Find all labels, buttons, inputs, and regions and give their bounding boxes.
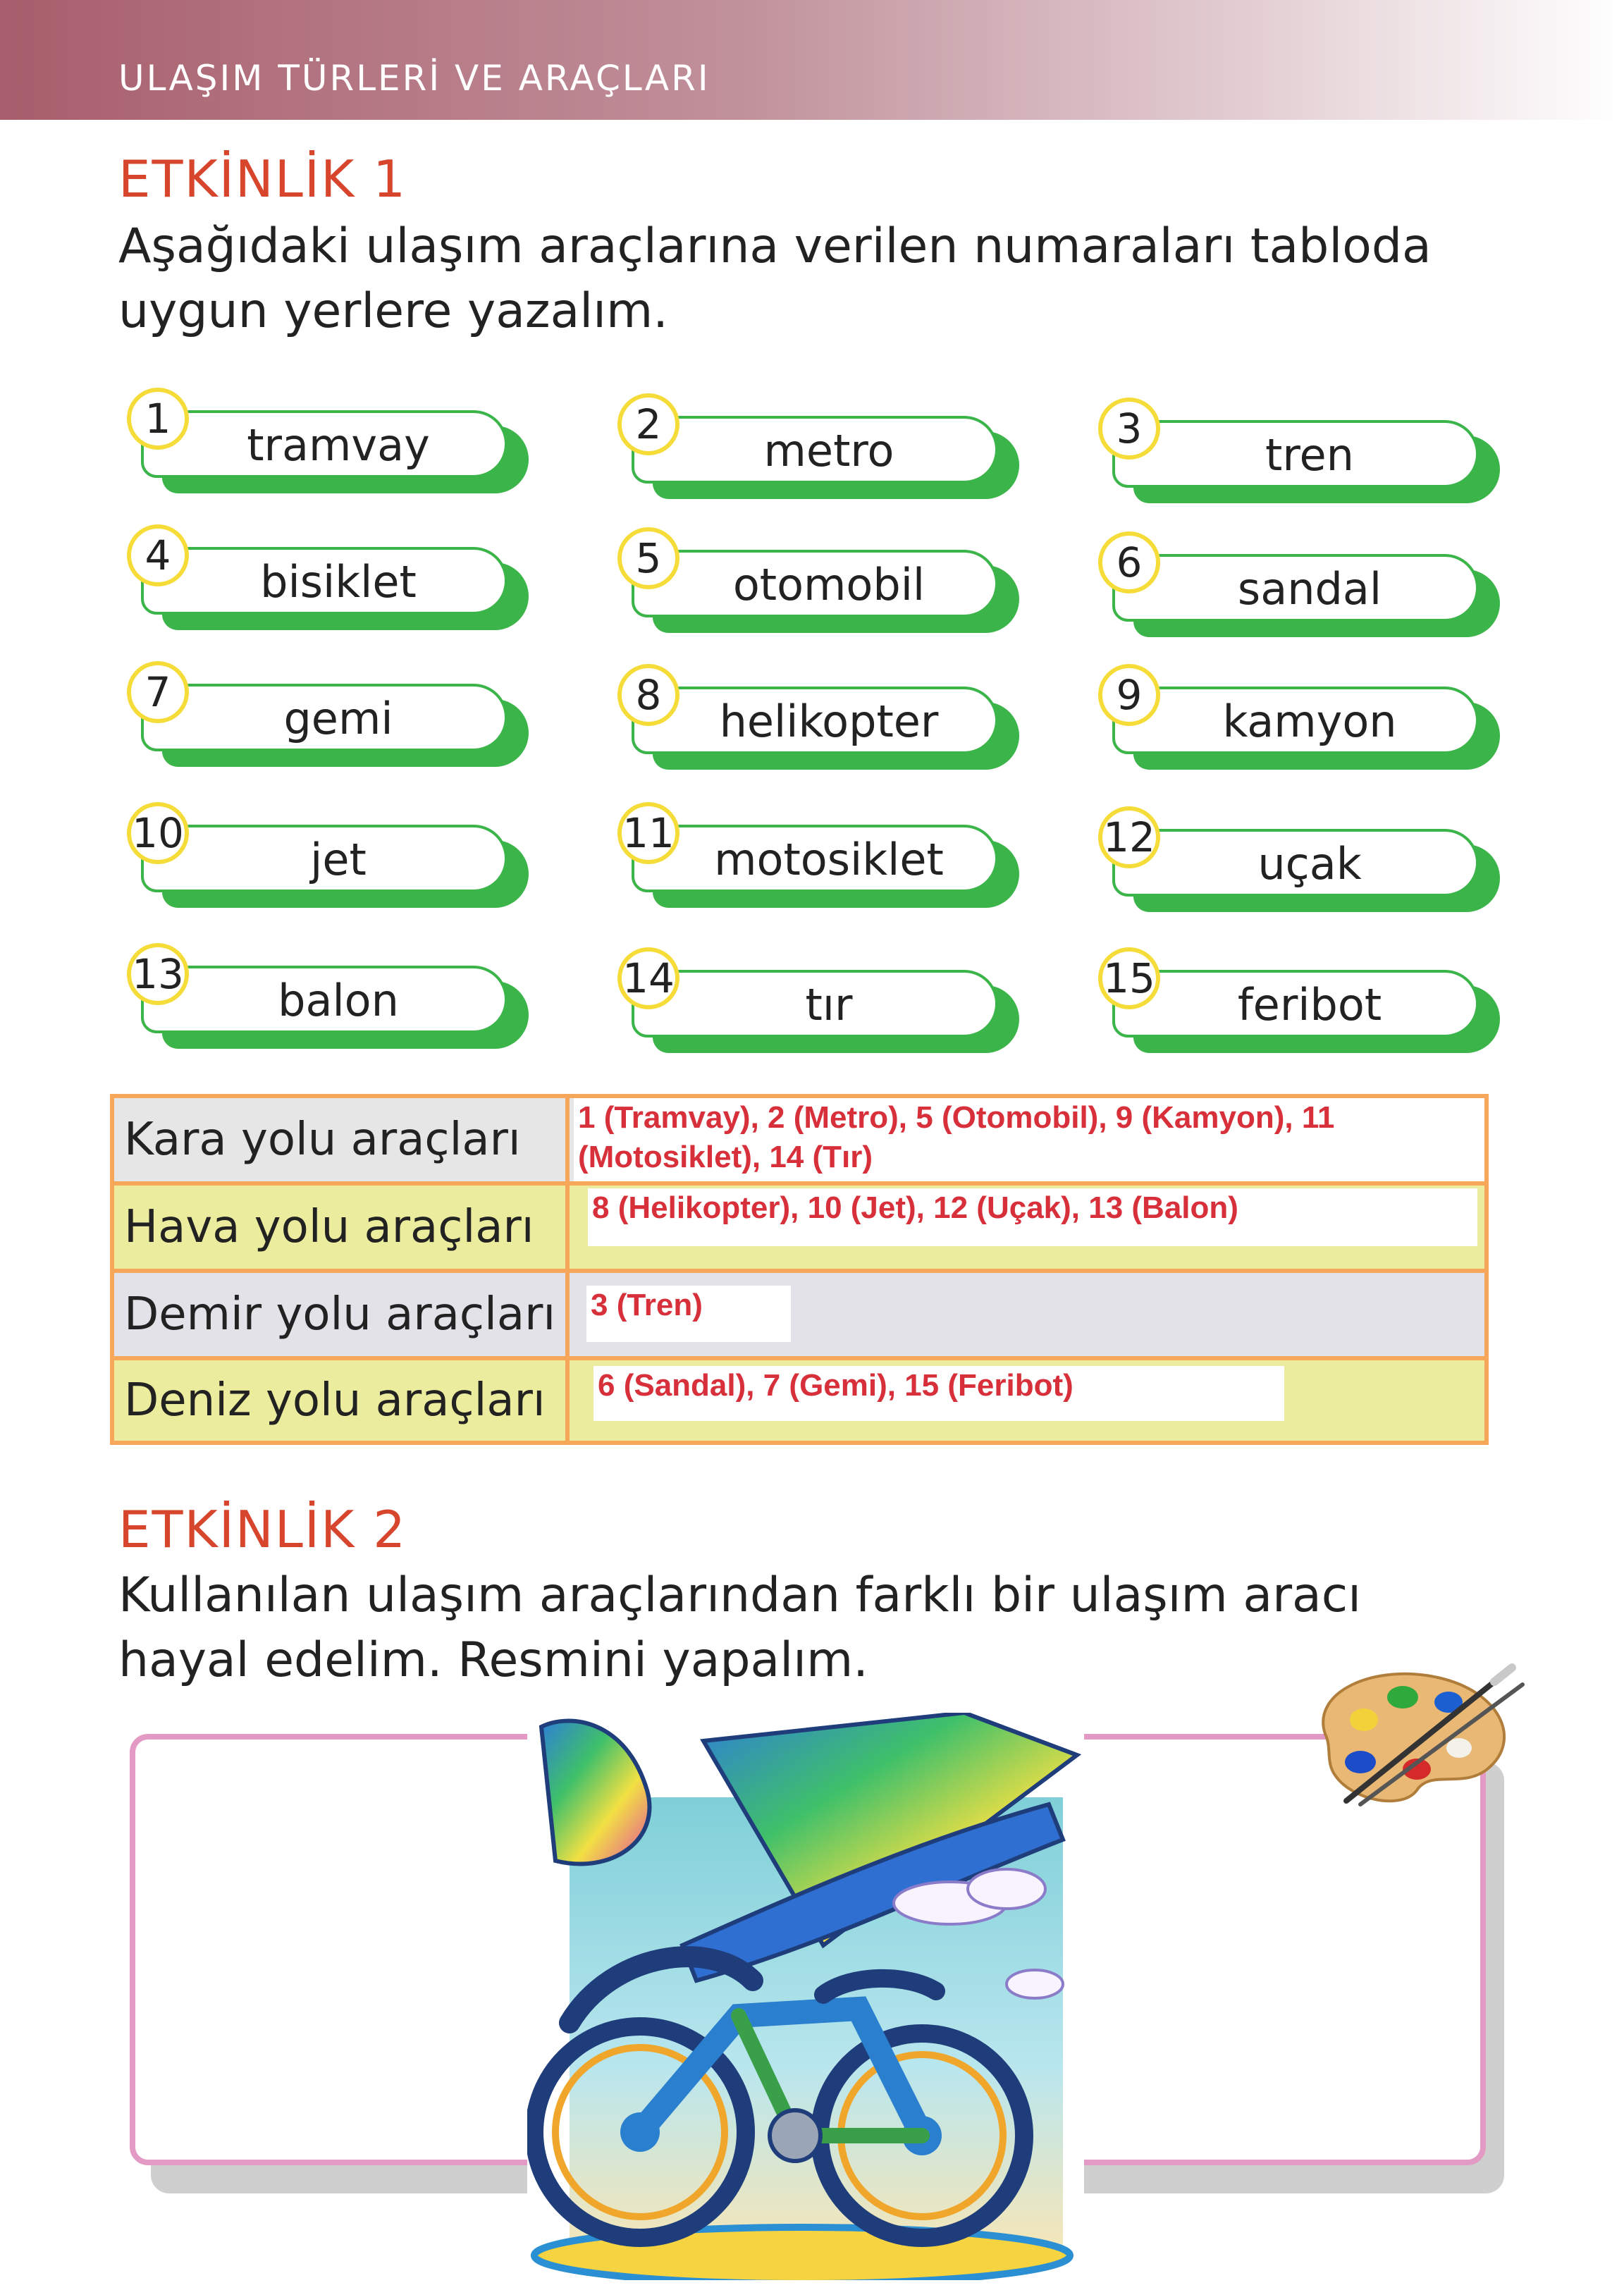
- vehicle-card: [141, 395, 527, 486]
- vehicle-name: uçak: [1257, 838, 1362, 889]
- vehicle-name: bisiklet: [260, 556, 417, 608]
- vehicle-number-badge: 8: [617, 664, 679, 726]
- vehicle-number-badge: 6: [1098, 531, 1160, 593]
- answer-land[interactable]: 1 (Tramvay), 2 (Metro), 5 (Otomobil), 9 (Kamyon), 11 (Motosiklet), 14 (Tır): [574, 1098, 1484, 1181]
- vehicle-number-badge: 4: [127, 524, 189, 586]
- vehicle-name: feribot: [1237, 979, 1382, 1030]
- paint-palette-icon: [1297, 1649, 1530, 1811]
- vehicle-name: motosiklet: [714, 834, 944, 885]
- vehicle-card: [132, 809, 527, 901]
- vehicle-card: [1103, 813, 1499, 905]
- vehicle-card: [132, 950, 527, 1042]
- vehicle-number-badge: 13: [127, 943, 189, 1005]
- vehicle-card: [1103, 954, 1499, 1046]
- vehicle-name: jet: [310, 834, 367, 885]
- vehicle-number-badge: 14: [617, 947, 679, 1009]
- vehicle-card: [632, 534, 1018, 626]
- vehicle-card: [622, 954, 1018, 1046]
- vehicle-name: tramvay: [247, 419, 430, 471]
- vehicle-number-badge: 10: [127, 802, 189, 864]
- vehicle-name: kamyon: [1222, 696, 1397, 747]
- page-header-title: ULAŞIM TÜRLERİ VE ARAÇLARI: [118, 58, 710, 99]
- vehicle-name: tren: [1265, 429, 1354, 481]
- vehicle-number-badge: 1: [127, 388, 189, 450]
- activity-2-instruction: Kullanılan ulaşım araçlarından farklı bir ulaşım aracı hayal edelim. Resmini yapalım.: [118, 1568, 1361, 1688]
- classification-table: [110, 1094, 1489, 1445]
- vehicle-name: tır: [805, 979, 853, 1030]
- vehicle-card: [1112, 538, 1499, 630]
- row-label-rail: Demir yolu araçları: [114, 1273, 570, 1356]
- vehicle-number-badge: 15: [1098, 947, 1160, 1009]
- vehicle-name: gemi: [283, 693, 393, 744]
- vehicle-number-badge: 2: [617, 393, 679, 455]
- table-row-sea: [114, 1360, 1484, 1441]
- vehicle-card: [632, 671, 1018, 763]
- row-label-sea: Deniz yolu araçları: [114, 1360, 570, 1441]
- table-row-land: [114, 1098, 1484, 1186]
- vehicle-number-badge: 11: [617, 802, 679, 864]
- table-row-rail: [114, 1273, 1484, 1360]
- vehicle-name: otomobil: [732, 559, 925, 610]
- row-label-air: Hava yolu araçları: [114, 1186, 570, 1269]
- vehicle-name: sandal: [1237, 563, 1382, 615]
- vehicle-card: [1112, 671, 1499, 763]
- answer-air[interactable]: 8 (Helikopter), 10 (Jet), 12 (Uçak), 13 (Balon): [588, 1188, 1477, 1246]
- vehicle-number-badge: 9: [1098, 664, 1160, 726]
- answer-sea[interactable]: 6 (Sandal), 7 (Gemi), 15 (Feribot): [593, 1366, 1284, 1421]
- vehicle-card: [141, 668, 527, 760]
- vehicle-name: helikopter: [719, 696, 939, 747]
- activity-2-title: ETKİNLİK 2: [118, 1500, 407, 1559]
- vehicle-name: balon: [278, 975, 399, 1026]
- vehicle-number-badge: 3: [1098, 398, 1160, 460]
- vehicle-number-badge: 7: [127, 661, 189, 723]
- vehicle-name: metro: [763, 425, 894, 476]
- vehicle-card: [141, 531, 527, 623]
- vehicle-card: [1112, 405, 1499, 496]
- vehicle-number-badge: 5: [617, 527, 679, 589]
- row-label-land: Kara yolu araçları: [114, 1098, 570, 1181]
- flying-bicycle-illustration: [527, 1713, 1084, 2280]
- vehicle-number-badge: 12: [1098, 806, 1160, 868]
- table-row-air: [114, 1186, 1484, 1273]
- activity-1-title: ETKİNLİK 1: [118, 149, 407, 209]
- vehicle-card: [622, 809, 1018, 901]
- answer-rail[interactable]: 3 (Tren): [586, 1286, 791, 1342]
- vehicle-card: [632, 400, 1018, 492]
- header-band: [0, 0, 1624, 120]
- activity-1-instruction: Aşağıdaki ulaşım araçlarına verilen numaraları tabloda uygun yerlere yazalım.: [118, 218, 1432, 339]
